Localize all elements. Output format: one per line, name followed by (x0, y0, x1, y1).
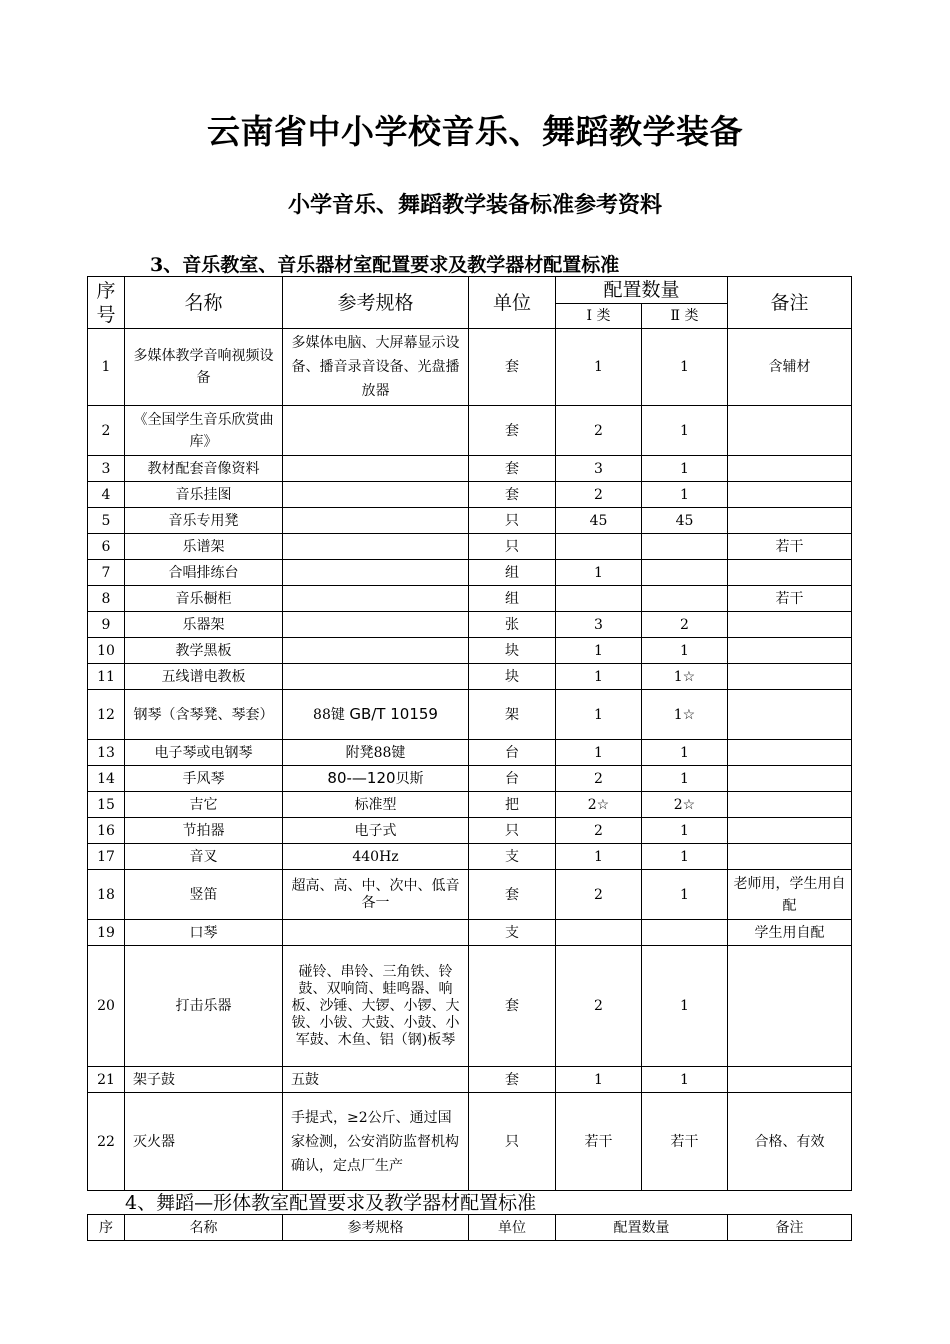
cell-no: 6 (88, 534, 125, 560)
cell-unit: 块 (469, 664, 556, 690)
section-4-heading: 4、舞蹈—形体教室配置要求及教学器材配置标准 (125, 1192, 537, 1214)
cell-spec-range: 80-—120 (327, 769, 396, 787)
cell-class-1: 若干 (556, 1093, 642, 1191)
cell-unit: 套 (469, 1067, 556, 1093)
header-name: 名称 (125, 277, 283, 329)
cell-class-2: 1 (642, 329, 728, 406)
header-note: 备注 (728, 1215, 852, 1241)
cell-unit: 只 (469, 508, 556, 534)
cell-class-2: 45 (642, 508, 728, 534)
cell-class-1: 1 (556, 560, 642, 586)
table-row (88, 560, 852, 586)
cell-note (728, 946, 852, 1067)
cell-class-1: 3 (556, 612, 642, 638)
cell-class-2: 1 (642, 766, 728, 792)
table-row (88, 586, 852, 612)
cell-note (728, 664, 852, 690)
cell-name: 乐器架 (125, 612, 283, 638)
cell-name: 五线谱电教板 (125, 664, 283, 690)
table-row (88, 844, 852, 870)
cell-name: 竖笛 (125, 870, 283, 920)
table-row (88, 638, 852, 664)
equipment-table (87, 276, 852, 1191)
cell-name: 节拍器 (125, 818, 283, 844)
cell-note: 合格、有效 (728, 1093, 852, 1191)
cell-name: 灭火器 (125, 1093, 283, 1191)
table-row (88, 920, 852, 946)
cell-class-2: 1 (642, 1067, 728, 1093)
dance-equipment-table (87, 1214, 852, 1241)
cell-spec (283, 456, 469, 482)
cell-no: 20 (88, 946, 125, 1067)
cell-spec: 440Hz (283, 844, 469, 870)
cell-spec: 五鼓 (283, 1067, 469, 1093)
cell-unit: 只 (469, 818, 556, 844)
cell-class-1: 1 (556, 690, 642, 740)
cell-unit: 套 (469, 456, 556, 482)
cell-note (728, 792, 852, 818)
cell-note: 老师用，学生用自配 (728, 870, 852, 920)
cell-class-1: 1 (556, 844, 642, 870)
document-subtitle: 小学音乐、舞蹈教学装备标准参考资料 (287, 192, 662, 218)
header-note: 备注 (728, 277, 852, 329)
cell-spec: 多媒体电脑、大屏幕显示设备、播音录音设备、光盘播放器 (283, 329, 469, 406)
cell-no: 17 (88, 844, 125, 870)
header-no: 序号 (88, 277, 125, 329)
cell-name: 音乐挂图 (125, 482, 283, 508)
cell-name: 打击乐器 (125, 946, 283, 1067)
cell-note (728, 456, 852, 482)
cell-spec-unit: 贝斯 (395, 771, 424, 787)
cell-no: 3 (88, 456, 125, 482)
table-row (88, 612, 852, 638)
cell-spec (283, 508, 469, 534)
cell-note (728, 690, 852, 740)
table-row (88, 818, 852, 844)
section-3-heading: 3、音乐教室、音乐器材室配置要求及教学器材配置标准 (150, 254, 620, 276)
cell-class-1: 3 (556, 456, 642, 482)
table-header-row (88, 1215, 852, 1241)
cell-class-2: 1☆ (642, 690, 728, 740)
cell-unit: 组 (469, 586, 556, 612)
cell-class-2: 1 (642, 946, 728, 1067)
table-row (88, 740, 852, 766)
cell-class-1: 2 (556, 482, 642, 508)
cell-class-2: 2☆ (642, 792, 728, 818)
cell-spec (283, 406, 469, 456)
cell-class-1: 1 (556, 329, 642, 406)
cell-unit: 把 (469, 792, 556, 818)
cell-note (728, 1067, 852, 1093)
cell-class-1: 2 (556, 946, 642, 1067)
table-row (88, 870, 852, 920)
cell-spec: 电子式 (283, 818, 469, 844)
cell-spec: 超高、高、中、次中、低音各一 (283, 870, 469, 920)
cell-no: 18 (88, 870, 125, 920)
cell-spec-part: 88键 (313, 707, 345, 723)
cell-spec (283, 638, 469, 664)
cell-unit: 支 (469, 920, 556, 946)
cell-class-2 (642, 560, 728, 586)
cell-unit: 套 (469, 870, 556, 920)
table-row (88, 1093, 852, 1191)
cell-spec: 手提式，≥2公斤、通过国家检测，公安消防监督机构确认，定点厂生产 (283, 1093, 469, 1191)
header-unit: 单位 (469, 277, 556, 329)
cell-name: 吉它 (125, 792, 283, 818)
cell-name: 手风琴 (125, 766, 283, 792)
header-spec: 参考规格 (283, 277, 469, 329)
cell-class-2: 1 (642, 406, 728, 456)
cell-note: 学生用自配 (728, 920, 852, 946)
cell-class-2: 1 (642, 482, 728, 508)
cell-note (728, 766, 852, 792)
cell-name: 教学黑板 (125, 638, 283, 664)
cell-note (728, 560, 852, 586)
cell-no: 21 (88, 1067, 125, 1093)
cell-note (728, 844, 852, 870)
cell-note (728, 740, 852, 766)
cell-class-2 (642, 586, 728, 612)
table-row (88, 508, 852, 534)
cell-note: 若干 (728, 586, 852, 612)
cell-class-1: 1 (556, 664, 642, 690)
table-row (88, 482, 852, 508)
cell-class-2: 若干 (642, 1093, 728, 1191)
header-unit: 单位 (469, 1215, 556, 1241)
cell-unit: 套 (469, 482, 556, 508)
table-row (88, 766, 852, 792)
cell-class-1: 1 (556, 740, 642, 766)
cell-unit: 张 (469, 612, 556, 638)
cell-class-1: 45 (556, 508, 642, 534)
cell-note (728, 818, 852, 844)
cell-class-1: 2☆ (556, 792, 642, 818)
cell-unit: 块 (469, 638, 556, 664)
header-class-2: Ⅱ 类 (642, 304, 728, 329)
cell-spec (283, 586, 469, 612)
cell-class-1: 2 (556, 870, 642, 920)
cell-name: 钢琴（含琴凳、琴套） (125, 690, 283, 740)
cell-class-2: 1 (642, 844, 728, 870)
cell-name: 《全国学生音乐欣赏曲库》 (125, 406, 283, 456)
cell-class-2 (642, 920, 728, 946)
cell-class-2 (642, 534, 728, 560)
header-name: 名称 (125, 1215, 283, 1241)
cell-unit: 台 (469, 740, 556, 766)
cell-spec-standard: GB/T 10159 (349, 705, 438, 723)
cell-no: 4 (88, 482, 125, 508)
table-row (88, 534, 852, 560)
cell-unit: 架 (469, 690, 556, 740)
cell-name: 多媒体教学音响视频设备 (125, 329, 283, 406)
cell-class-1: 2 (556, 406, 642, 456)
cell-class-1 (556, 586, 642, 612)
cell-spec (283, 664, 469, 690)
header-class-1: Ⅰ 类 (556, 304, 642, 329)
cell-spec (283, 482, 469, 508)
cell-unit: 套 (469, 946, 556, 1067)
cell-class-2: 1☆ (642, 664, 728, 690)
cell-note (728, 406, 852, 456)
cell-unit: 只 (469, 534, 556, 560)
cell-name: 音乐专用凳 (125, 508, 283, 534)
cell-no: 5 (88, 508, 125, 534)
cell-spec: 附凳88键 (283, 740, 469, 766)
cell-spec (283, 612, 469, 638)
cell-class-1 (556, 920, 642, 946)
cell-class-2: 1 (642, 870, 728, 920)
cell-spec: 标准型 (283, 792, 469, 818)
cell-class-2: 2 (642, 612, 728, 638)
cell-unit: 套 (469, 329, 556, 406)
cell-no: 10 (88, 638, 125, 664)
header-qty: 配置数量 (556, 1215, 728, 1241)
cell-class-2: 1 (642, 740, 728, 766)
cell-unit: 只 (469, 1093, 556, 1191)
header-spec: 参考规格 (283, 1215, 469, 1241)
cell-name: 口琴 (125, 920, 283, 946)
cell-no: 11 (88, 664, 125, 690)
cell-note: 含辅材 (728, 329, 852, 406)
cell-class-1 (556, 534, 642, 560)
cell-unit: 套 (469, 406, 556, 456)
cell-no: 15 (88, 792, 125, 818)
cell-class-1: 2 (556, 818, 642, 844)
cell-unit: 组 (469, 560, 556, 586)
cell-spec (283, 766, 469, 792)
header-no: 序 (88, 1215, 125, 1241)
table-row (88, 1067, 852, 1093)
cell-name: 合唱排练台 (125, 560, 283, 586)
cell-name: 电子琴或电钢琴 (125, 740, 283, 766)
table-row (88, 946, 852, 1067)
cell-spec (283, 534, 469, 560)
cell-note (728, 508, 852, 534)
header-qty: 配置数量 (556, 277, 728, 304)
cell-no: 7 (88, 560, 125, 586)
cell-class-1: 1 (556, 638, 642, 664)
cell-class-2: 1 (642, 638, 728, 664)
table-row (88, 690, 852, 740)
table-row (88, 406, 852, 456)
cell-note: 若干 (728, 534, 852, 560)
table-row (88, 456, 852, 482)
cell-no: 2 (88, 406, 125, 456)
cell-no: 12 (88, 690, 125, 740)
cell-no: 13 (88, 740, 125, 766)
cell-spec (283, 560, 469, 586)
cell-class-2: 1 (642, 818, 728, 844)
cell-note (728, 482, 852, 508)
cell-no: 1 (88, 329, 125, 406)
table-row (88, 329, 852, 406)
cell-unit: 台 (469, 766, 556, 792)
cell-no: 14 (88, 766, 125, 792)
table-row (88, 792, 852, 818)
cell-no: 8 (88, 586, 125, 612)
cell-no: 19 (88, 920, 125, 946)
cell-note (728, 638, 852, 664)
cell-note (728, 612, 852, 638)
table-header-row (88, 277, 852, 304)
table-row (88, 664, 852, 690)
cell-unit: 支 (469, 844, 556, 870)
cell-name: 教材配套音像资料 (125, 456, 283, 482)
cell-class-2: 1 (642, 456, 728, 482)
cell-no: 9 (88, 612, 125, 638)
cell-name: 音乐橱柜 (125, 586, 283, 612)
cell-class-1: 1 (556, 1067, 642, 1093)
cell-name: 音叉 (125, 844, 283, 870)
cell-no: 16 (88, 818, 125, 844)
cell-name: 架子鼓 (125, 1067, 283, 1093)
cell-spec (283, 690, 469, 740)
cell-spec: 碰铃、串铃、三角铁、铃鼓、双响筒、蛙鸣器、响板、沙锤、大锣、小锣、大钹、小钹、大鼓、小鼓、小军鼓、木鱼、铝（钢)板琴 (283, 946, 469, 1067)
document-title: 云南省中小学校音乐、舞蹈教学装备 (207, 112, 743, 151)
cell-spec (283, 920, 469, 946)
cell-name: 乐谱架 (125, 534, 283, 560)
cell-class-1: 2 (556, 766, 642, 792)
cell-no: 22 (88, 1093, 125, 1191)
